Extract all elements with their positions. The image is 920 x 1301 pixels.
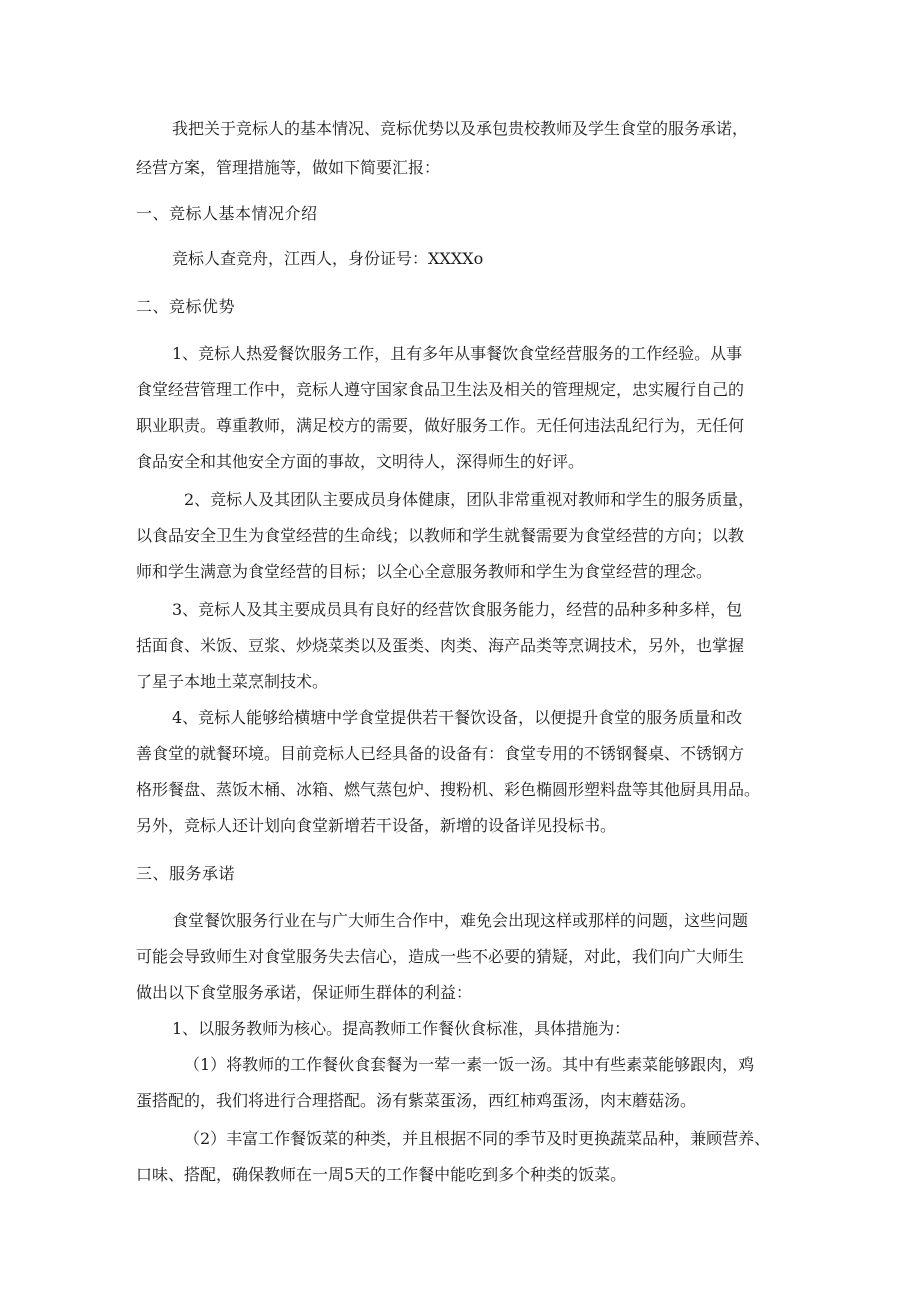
section3-p1-line-3: 做出以下食堂服务承诺，保证师生群体的利益： — [136, 983, 473, 1002]
section2-p3-line-2: 括面食、米饭、豆浆、炒烧菜类以及蛋类、肉类、海产品类等烹调技术，另外，也掌握 — [136, 636, 745, 655]
section3-p1-line-1: 食堂餐饮服务行业在与广大师生合作中，难免会出现这样或那样的问题，这些问题 — [172, 911, 749, 930]
section3-sub1-line-1: （1）将教师的工作餐伙食套餐为一荤一素一饭一汤。其中有些素菜能够跟肉，鸡 — [184, 1055, 755, 1074]
section2-p2-line-1: 2、竞标人及其团队主要成员身体健康，团队非常重视对教师和学生的服务质量， — [184, 490, 755, 509]
intro-line-2: 经营方案，管理措施等，做如下简要汇报： — [136, 158, 441, 177]
section1-line-1: 竞标人查竞舟，江西人，身份证号：XXXXo — [172, 249, 484, 268]
section2-p4-line-1: 4、竞标人能够给横塘中学食堂提供若干餐饮设备，以便提升食堂的服务质量和改 — [172, 708, 743, 727]
section2-p2-line-3: 师和学生满意为食堂经营的目标；以全心全意服务教师和学生为食堂经营的理念。 — [136, 562, 713, 581]
section2-p4-line-3: 格形餐盘、蒸饭木桶、冰箱、燃气蒸包炉、搜粉机、彩色椭圆形塑料盘等其他厨具用品。 — [136, 780, 761, 799]
section2-p1-line-1: 1、竞标人热爱餐饮服务工作，且有多年从事餐饮食堂经营服务的工作经验。从事 — [172, 344, 743, 363]
section2-p4-line-2: 善食堂的就餐环境。目前竞标人已经具备的设备有：食堂专用的不锈钢餐桌、不锈钢方 — [136, 744, 745, 763]
section2-p3-line-3: 了星子本地土菜烹制技术。 — [136, 672, 329, 691]
section3-item-1: 1、以服务教师为核心。提高教师工作餐伙食标准，具体措施为： — [172, 1019, 631, 1038]
section2-p1-line-4: 食品安全和其他安全方面的事故，文明待人，深得师生的好评。 — [136, 452, 585, 471]
section2-p1-line-3: 职业职责。尊重教师，满足校方的需要，做好服务工作。无任何违法乱纪行为，无任何 — [136, 416, 745, 435]
section3-sub1-line-2: 蛋搭配的，我们将进行合理搭配。汤有紫菜蛋汤，西红柿鸡蛋汤，肉末蘑菇汤。 — [136, 1091, 697, 1110]
section2-p1-line-2: 食堂经营管理工作中，竞标人遵守国家食品卫生法及相关的管理规定，忠实履行自己的 — [136, 380, 745, 399]
section2-p2-line-2: 以食品安全卫生为食堂经营的生命线；以教师和学生就餐需要为食堂经营的方向；以教 — [136, 526, 745, 545]
section3-heading: 三、服务承诺 — [136, 864, 236, 883]
section3-sub2-line-2: 口味、搭配，确保教师在一周5天的工作餐中能吃到多个种类的饭菜。 — [136, 1165, 627, 1184]
section3-sub2-line-1: （2）丰富工作餐饭菜的种类，并且根据不同的季节及时更换蔬菜品种，兼顾营养、 — [184, 1129, 771, 1148]
section1-heading: 一、竞标人基本情况介绍 — [136, 204, 318, 223]
section2-p4-line-4: 另外，竞标人还计划向食堂新增若干设备，新增的设备详见投标书。 — [136, 816, 617, 835]
section3-p1-line-2: 可能会导致师生对食堂服务失去信心，造成一些不必要的猜疑，对此，我们向广大师生 — [136, 947, 745, 966]
section2-p3-line-1: 3、竞标人及其主要成员具有良好的经营饮食服务能力，经营的品种多种多样，包 — [172, 600, 743, 619]
section2-heading: 二、竞标优势 — [136, 297, 236, 316]
intro-line-1: 我把关于竞标人的基本情况、竞标优势以及承包贵校教师及学生食堂的服务承诺， — [172, 119, 749, 138]
